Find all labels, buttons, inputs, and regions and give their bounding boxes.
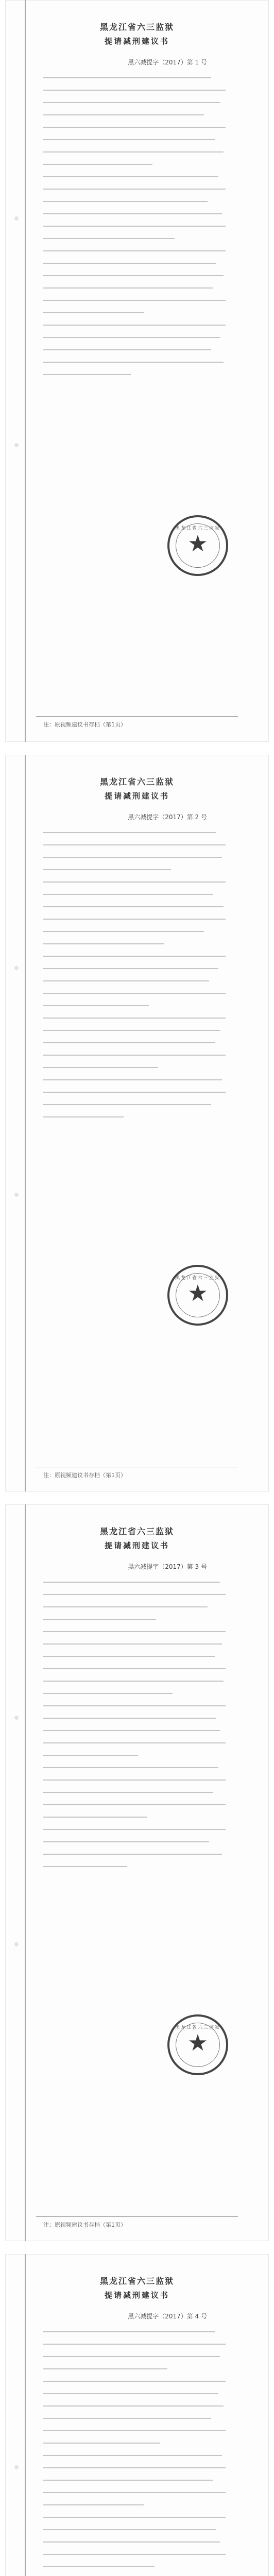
- document-page-4: [5, 2254, 269, 2576]
- official-seal: 黑龙江省六三监狱 ★: [167, 1265, 228, 1326]
- document-page-3: [5, 1504, 269, 2241]
- page-footer: 注：原视频建议书存档（第1页）: [43, 1472, 126, 1479]
- binding-margin: [25, 1504, 26, 2241]
- court-name: 黑龙江省六三监狱: [99, 2276, 174, 2286]
- court-name: 黑龙江省六三监狱: [99, 1527, 174, 1536]
- page-header: [5, 775, 269, 801]
- court-name: 黑龙江省六三监狱: [99, 777, 174, 787]
- page-header: [5, 1525, 269, 1551]
- body-text-block: [43, 832, 226, 1129]
- binding-margin: [25, 0, 26, 742]
- body-text-block: [43, 77, 226, 386]
- official-seal: 黑龙江省六三监狱 ★: [167, 515, 228, 576]
- page-header: [5, 2275, 269, 2300]
- body-text-block: [43, 1582, 226, 1878]
- binding-hole: [14, 1716, 19, 1720]
- doc-title: 提请减刑建议书: [104, 37, 169, 46]
- document-page-1: [5, 0, 269, 742]
- footer-rule: [36, 2216, 238, 2217]
- doc-title: 提请减刑建议书: [104, 2291, 169, 2300]
- official-seal: 黑龙江省六三监狱 ★: [167, 2014, 228, 2075]
- doc-title: 提请减刑建议书: [104, 791, 169, 801]
- page-footer: 注：原视频建议书存档（第1页）: [43, 2222, 126, 2228]
- binding-hole: [14, 2465, 19, 2469]
- page-footer: 注：原视频建议书存档（第1页）: [43, 721, 126, 728]
- doc-title: 提请减刑建议书: [104, 1541, 169, 1550]
- document-page-2: [5, 755, 269, 1492]
- binding-hole: [14, 1942, 19, 1946]
- doc-number: 黑六减提字（2017）第 4 号: [128, 2313, 207, 2320]
- page-header: [5, 21, 269, 46]
- binding-margin: [25, 2254, 26, 2576]
- body-text-block: [43, 2331, 226, 2576]
- doc-number: 黑六减提字（2017）第 2 号: [128, 814, 207, 821]
- binding-hole: [14, 216, 19, 221]
- binding-hole: [14, 1193, 19, 1197]
- court-name: 黑龙江省六三监狱: [99, 22, 174, 32]
- binding-margin: [25, 755, 26, 1492]
- doc-number: 黑六减提字（2017）第 3 号: [128, 1563, 207, 1570]
- footer-rule: [36, 716, 238, 717]
- binding-hole: [14, 966, 19, 970]
- binding-hole: [14, 443, 19, 447]
- doc-number: 黑六减提字（2017）第 1 号: [128, 59, 207, 66]
